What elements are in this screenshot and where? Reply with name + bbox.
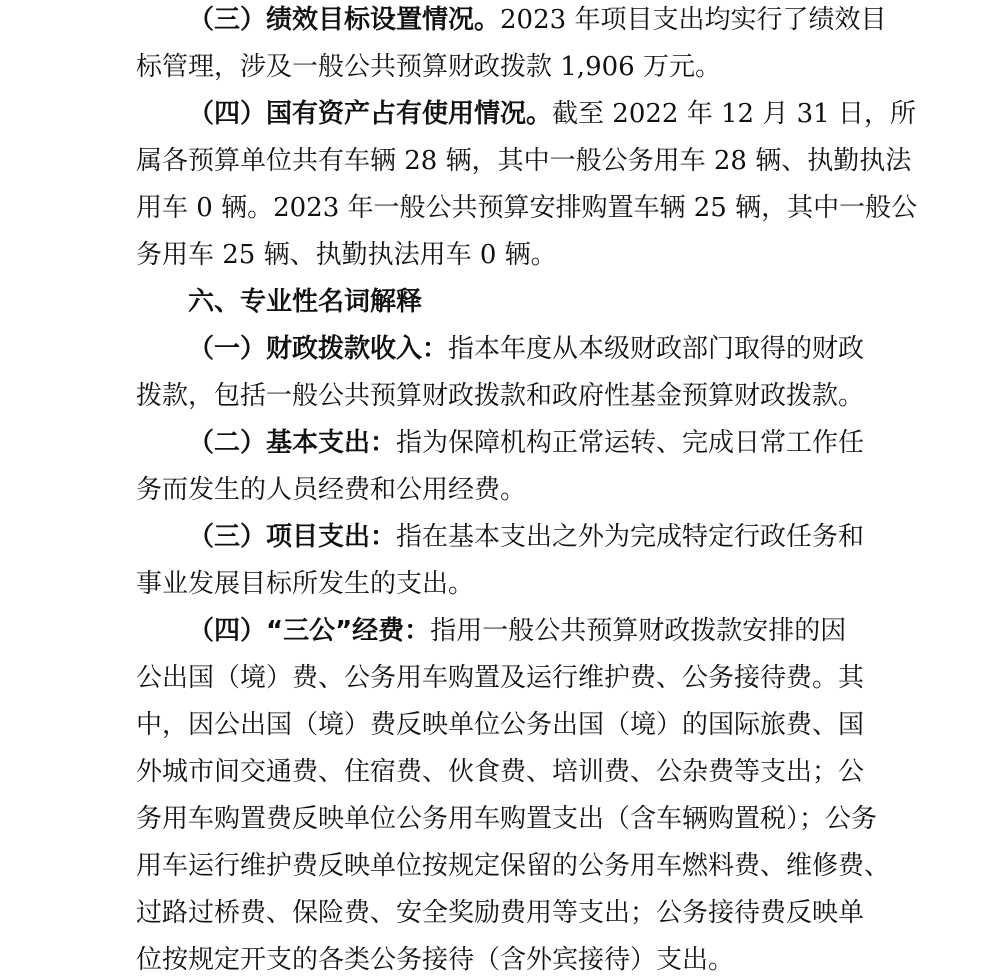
term-basic-expenditure-text: 指为保障机构正常运转、完成日常工作任 [396,428,865,458]
term-three-public-line-2: 公出国（境）费、公务用车购置及运行维护费、公务接待费。其 [136,663,865,693]
section-heading-terms: 六、专业性名词解释 [188,287,423,317]
performance-goals-paragraph-line-2: 标管理，涉及一般公共预算财政拨款 1,906 万元。 [136,52,721,82]
term-fiscal-appropriation-line-1 [188,334,864,364]
term-three-public-line-7: 过路过桥费、保险费、安全奖励费用等支出；公务接待费反映单 [136,898,865,928]
state-assets-paragraph-line-3: 用车 0 辆。2023 年一般公共预算安排购置车辆 25 辆，其中一般公 [136,193,918,223]
term-project-expenditure-line-1 [188,522,864,552]
term-three-public-line-6: 用车运行维护费反映单位按规定保留的公务用车燃料费、维修费、 [136,851,891,881]
state-assets-paragraph-line-2: 属各预算单位共有车辆 28 辆，其中一般公务用车 28 辆、执勤执法 [136,146,912,176]
term-project-expenditure-line-2: 事业发展目标所发生的支出。 [136,569,475,599]
state-assets-text: 截至 2022 年 12 月 31 日，所 [552,99,916,129]
term-fiscal-appropriation-line-2: 拨款，包括一般公共预算财政拨款和政府性基金预算财政拨款。 [136,381,865,411]
term-basic-expenditure-label: （二）基本支出： [188,428,397,458]
performance-goals-text: 2023 年项目支出均实行了绩效目 [500,5,887,35]
performance-goals-paragraph-line-1 [188,5,886,35]
performance-goals-label: （三）绩效目标设置情况。 [188,5,501,35]
term-three-public-line-1 [188,616,846,646]
state-assets-paragraph-line-4: 务用车 25 辆、执勤执法用车 0 辆。 [136,240,557,270]
term-fiscal-appropriation-label: （一）财政拨款收入： [188,334,449,364]
term-fiscal-appropriation-text: 指本年度从本级财政部门取得的财政 [448,334,865,364]
state-assets-label: （四）国有资产占有使用情况。 [188,99,553,129]
term-three-public-label: （四）“三公”经费： [188,616,431,646]
term-three-public-text: 指用一般公共预算财政拨款安排的因 [430,616,847,646]
state-assets-paragraph-line-1 [188,99,916,129]
term-three-public-line-3: 中，因公出国（境）费反映单位公务出国（境）的国际旅费、国 [136,710,865,740]
term-three-public-line-4: 外城市间交通费、住宿费、伙食费、培训费、公杂费等支出；公 [136,757,865,787]
term-project-expenditure-label: （三）项目支出： [188,522,397,552]
term-project-expenditure-text: 指在基本支出之外为完成特定行政任务和 [396,522,865,552]
term-three-public-line-5: 务用车购置费反映单位公务用车购置支出（含车辆购置税）；公务 [136,804,878,834]
term-basic-expenditure-line-2: 务而发生的人员经费和公用经费。 [136,475,527,505]
term-basic-expenditure-line-1 [188,428,864,458]
term-three-public-line-8: 位按规定开支的各类公务接待（含外宾接待）支出。 [136,945,735,975]
